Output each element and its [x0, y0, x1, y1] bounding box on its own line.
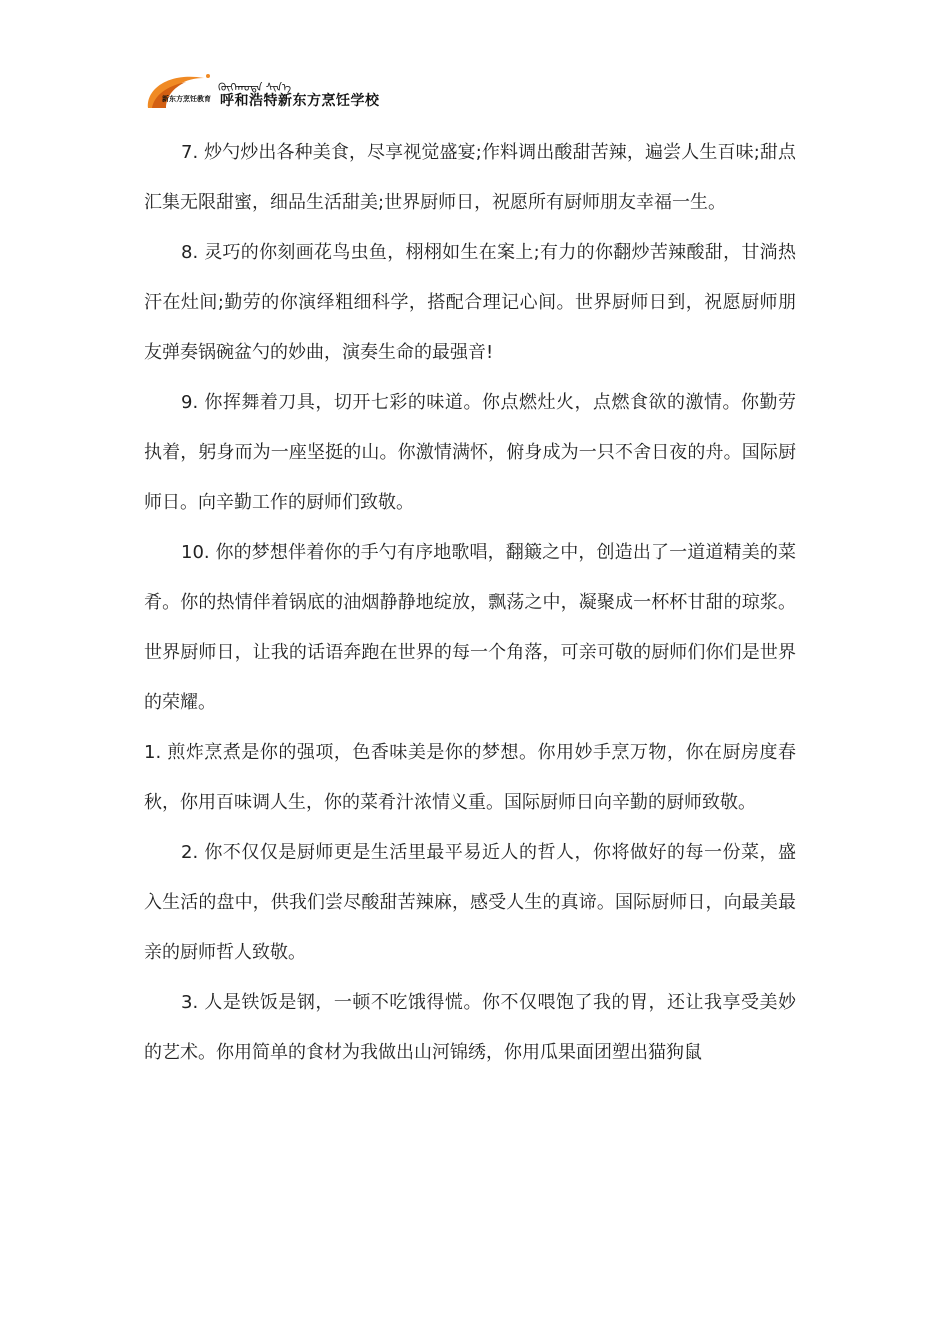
page-header	[142, 68, 402, 116]
logo-caption: 新东方烹饪教育	[162, 95, 211, 103]
paragraph-7: 7. 炒勺炒出各种美食，尽享视觉盛宴;作料调出酸甜苦辣，遍尝人生百味;甜点汇集无限甜蜜，细品生活甜美;世界厨师日，祝愿所有厨师朋友幸福一生。	[144, 142, 796, 213]
logo-mongolian-script: ᠬᠥᠬᠡᠬᠣᠲᠠ ᠰᠢᠨ᠎ᠡ	[218, 81, 292, 94]
paragraph-8: 8. 灵巧的你刻画花鸟虫鱼，栩栩如生在案上;有力的你翻炒苦辣酸甜，甘淌热汗在灶间;勤劳的你演绎粗细科学，搭配合理记心间。世界厨师日到，祝愿厨师朋友弹奏锅碗盆勺的妙曲，演奏生命的最强音!	[144, 242, 796, 363]
paragraph-9: 9. 你挥舞着刀具，切开七彩的味道。你点燃灶火，点燃食欲的激情。你勤劳执着，躬身而为一座坚挺的山。你激情满怀，俯身成为一只不舍日夜的舟。国际厨师日。向辛勤工作的厨师们致敬。	[144, 392, 796, 513]
document-body	[144, 128, 796, 1078]
paragraph-3: 3. 人是铁饭是钢，一顿不吃饿得慌。你不仅喂饱了我的胃，还让我享受美妙的艺术。你用简单的食材为我做出山河锦绣，你用瓜果面团塑出猫狗鼠	[144, 992, 796, 1063]
paragraph-10: 10. 你的梦想伴着你的手勺有序地歌唱，翻簸之中，创造出了一道道精美的菜肴。你的热情伴着锅底的油烟静静地绽放，飘荡之中，凝聚成一杯杯甘甜的琼浆。世界厨师日，让我的话语奔跑在世界的每一个角落，可亲可敬的厨师们你们是世界的荣耀。	[144, 542, 796, 713]
paragraph-2: 2. 你不仅仅是厨师更是生活里最平易近人的哲人，你将做好的每一份菜，盛入生活的盘中，供我们尝尽酸甜苦辣麻，感受人生的真谛。国际厨师日，向最美最亲的厨师哲人致敬。	[144, 842, 796, 963]
school-name: 呼和浩特新东方烹饪学校	[220, 93, 380, 109]
school-logo-icon	[142, 68, 222, 116]
paragraph-1: 1. 煎炸烹煮是你的强项，色香味美是你的梦想。你用妙手烹万物，你在厨房度春秋，你用百味调人生，你的菜肴汁浓情义重。国际厨师日向辛勤的厨师致敬。	[144, 742, 796, 813]
